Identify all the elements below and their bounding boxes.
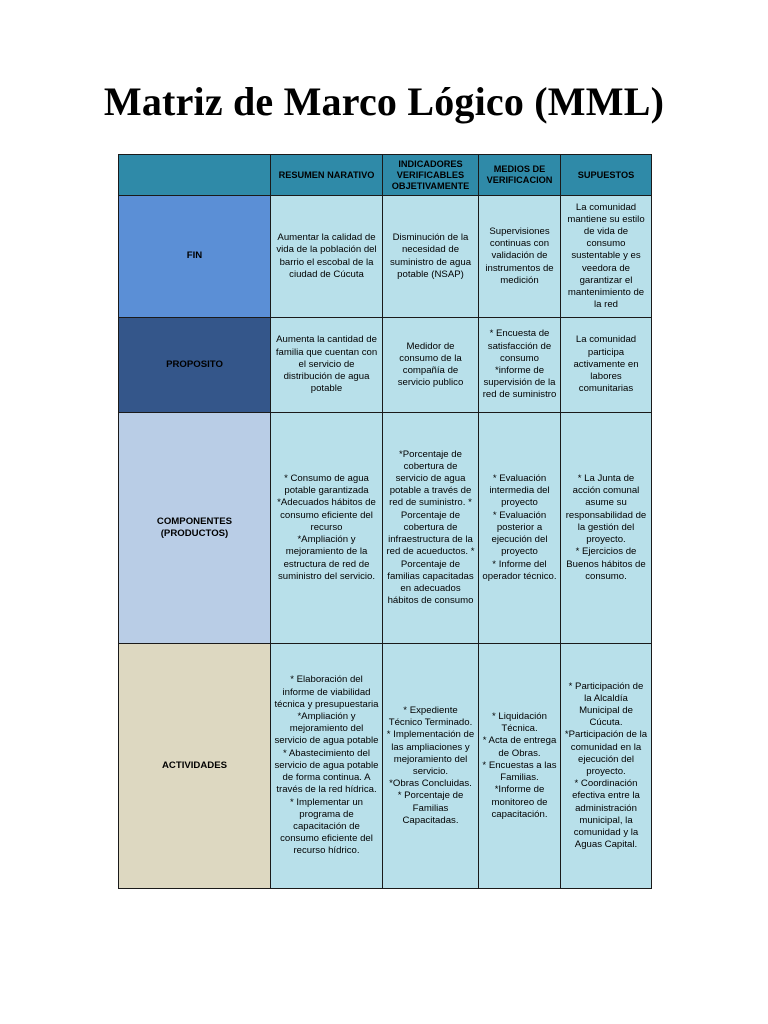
header-resumen-narrativo: RESUMEN NARATIVO: [271, 155, 383, 196]
componentes-indicadores: [383, 413, 479, 644]
fin-medios-text: Supervisiones continuas con validación de instrumentos de medición: [485, 225, 554, 286]
row-proposito: [119, 318, 652, 413]
header-corner-cell: [119, 155, 271, 196]
proposito-medios-text: * Encuesta de satisfacción de consumo *informe de supervisión de la red de suministro: [482, 328, 557, 401]
componentes-medios: [479, 413, 561, 644]
componentes-resumen-text: * Consumo de agua potable garantizada *Adecuados hábitos de consumo eficiente del recurso *Ampliación y mejoramiento de la estructura de red de suministro del servicio.: [277, 473, 376, 582]
fin-supuestos: [561, 196, 652, 318]
row-label-fin: FIN: [119, 196, 271, 318]
proposito-supuestos: [561, 318, 652, 413]
proposito-medios: [479, 318, 561, 413]
actividades-medios-text: * Liquidación Técnica. * Acta de entrega de Obras. * Encuestas a las Familias. *Informe de monitoreo de capacitación.: [482, 711, 557, 820]
header-supuestos: SUPUESTOS: [561, 155, 652, 196]
proposito-resumen: [271, 318, 383, 413]
actividades-resumen: [271, 644, 383, 889]
componentes-medios-text: * Evaluación intermedia del proyecto * Evaluación posterior a ejecución del proyecto * Informe del operador técnico.: [482, 473, 557, 582]
header-medios-verificacion: MEDIOS DE VERIFICACION: [479, 155, 561, 196]
fin-resumen: [271, 196, 383, 318]
componentes-resumen: [271, 413, 383, 644]
row-componentes: [119, 413, 652, 644]
componentes-supuestos: [561, 413, 652, 644]
actividades-indicadores-text: * Expediente Técnico Terminado. * Implementación de las ampliaciones y mejoramiento del servicio. *Obras Concluidas. * Porcentaje de Familias Capacitadas.: [386, 704, 475, 826]
fin-indicadores: [383, 196, 479, 318]
proposito-indicadores-text: Medidor de consumo de la compañía de servicio publico: [397, 340, 464, 389]
row-fin: [119, 196, 652, 318]
header-indicadores: INDICADORES VERIFICABLES OBJETIVAMENTE: [383, 155, 479, 196]
row-label-actividades: ACTIVIDADES: [119, 644, 271, 889]
actividades-resumen-text: * Elaboración del informe de viabilidad técnica y presupuestaria *Ampliación y mejoramiento del servicio de agua potable * Abastecimiento del servicio de agua potable de forma continua. A través de la red hídrica. * Implementar un programa de capacitación de consumo eficiente del recurso hídrico.: [274, 674, 379, 857]
logical-framework-matrix: [118, 154, 652, 889]
fin-medios: [479, 196, 561, 318]
proposito-supuestos-text: La comunidad participa activamente en labores comunitarias: [573, 334, 639, 395]
actividades-indicadores: [383, 644, 479, 889]
actividades-supuestos: [561, 644, 652, 889]
header-row: [119, 155, 652, 196]
actividades-medios: [479, 644, 561, 889]
fin-supuestos-text: La comunidad mantiene su estilo de vida de consumo sustentable y es veedora de garantizar el mantenimiento de la red: [567, 201, 645, 311]
fin-indicadores-text: Disminución de la necesidad de suministro de agua potable (NSAP): [389, 232, 472, 280]
fin-resumen-text: Aumentar la calidad de vida de la población del barrio el escobal de la ciudad de Cúcuta: [276, 232, 377, 280]
actividades-supuestos-text: * Participación de la Alcaldía Municipal de Cúcuta. *Participación de la comunidad en la ejecución del proyecto. * Coordinación efectiva entre la administración municipal, la comunidad y la Aguas Capital.: [564, 680, 648, 851]
proposito-indicadores: [383, 318, 479, 413]
document-title: Matriz de Marco Lógico (MML): [103, 79, 665, 124]
row-label-componentes: COMPONENTES (PRODUCTOS): [119, 413, 271, 644]
componentes-indicadores-text: *Porcentaje de cobertura de servicio de agua potable a través de red de suministro. * Porcentaje de cobertura de infraestructura de la red de acueductos. * Porcentaje de familias capacitadas en adecuados hábitos de consumo: [386, 448, 475, 607]
proposito-resumen-text: Aumenta la cantidad de familia que cuentan con el servicio de distribución de agua potable: [275, 334, 378, 395]
componentes-supuestos-text: * La Junta de acción comunal asume su responsabilidad de la gestión del proyecto. * Ejercicios de Buenos hábitos de consumo.: [565, 473, 647, 582]
row-label-proposito: PROPOSITO: [119, 318, 271, 413]
row-actividades: [119, 644, 652, 889]
